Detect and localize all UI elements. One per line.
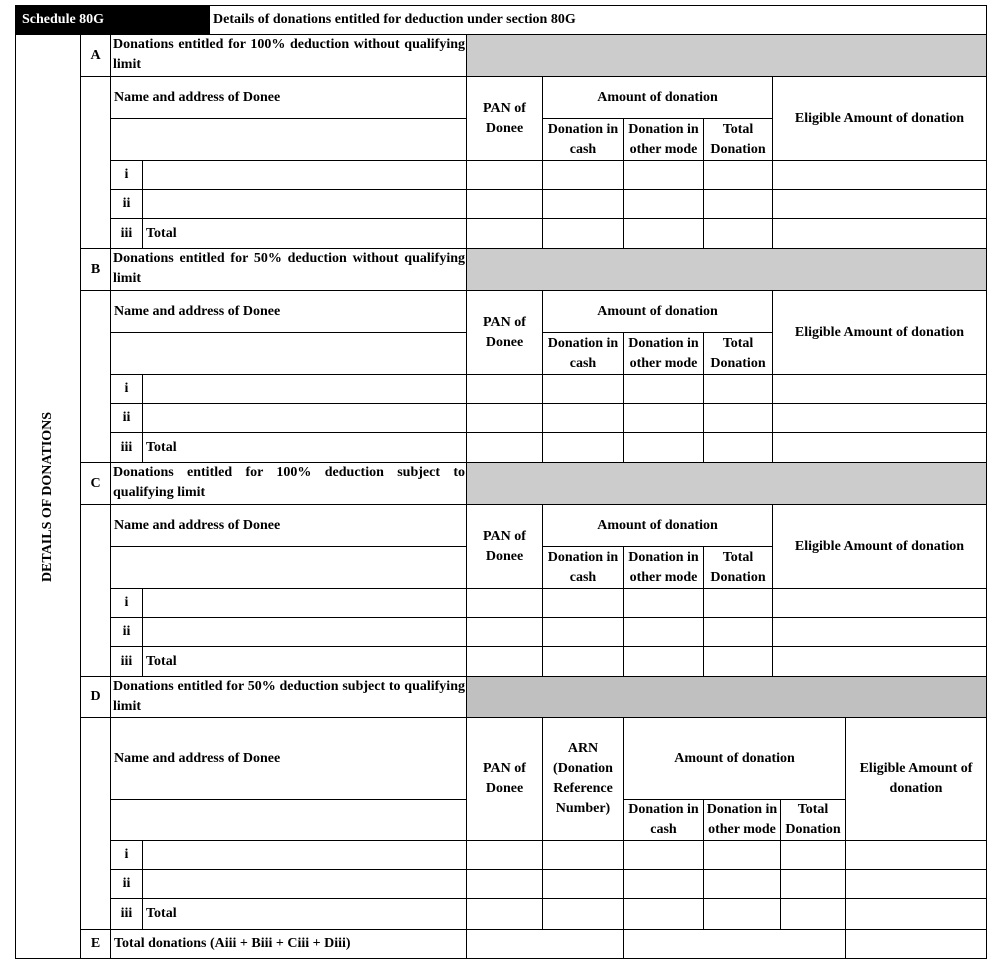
section-letter: B xyxy=(80,248,111,291)
row-label: i xyxy=(110,374,143,404)
header-amount: Amount of donation xyxy=(623,717,846,800)
amount-input[interactable] xyxy=(542,189,624,219)
amount-input[interactable] xyxy=(623,869,704,899)
section-shaded-area xyxy=(466,676,987,718)
header-eligible: Eligible Amount of donation xyxy=(772,504,987,589)
donee-input[interactable] xyxy=(142,617,467,647)
total-label: Total xyxy=(142,898,467,930)
amount-input[interactable] xyxy=(772,646,987,677)
section-letter: C xyxy=(80,462,111,505)
row-label: iii xyxy=(110,432,143,463)
summary-input[interactable] xyxy=(623,929,846,959)
header-cash: Donation in cash xyxy=(542,332,624,375)
total-label: Total xyxy=(142,432,467,463)
amount-input[interactable] xyxy=(772,617,987,647)
row-label: ii xyxy=(110,189,143,219)
amount-input[interactable] xyxy=(780,869,846,899)
row-label: i xyxy=(110,160,143,190)
donee-input[interactable] xyxy=(142,189,467,219)
amount-input[interactable] xyxy=(623,374,704,404)
amount-input[interactable] xyxy=(845,840,987,870)
header-name: Name and address of Donee xyxy=(110,717,467,800)
amount-input[interactable] xyxy=(703,617,773,647)
amount-input[interactable] xyxy=(845,869,987,899)
header-eligible: Eligible Amount of donation xyxy=(772,290,987,375)
amount-input[interactable] xyxy=(703,898,781,930)
amount-input[interactable] xyxy=(772,432,987,463)
amount-input[interactable] xyxy=(623,403,704,433)
amount-input[interactable] xyxy=(623,840,704,870)
donee-input[interactable] xyxy=(142,588,467,618)
header-spacer xyxy=(110,332,467,375)
amount-input[interactable] xyxy=(466,898,543,930)
amount-input[interactable] xyxy=(542,432,624,463)
section-shaded-area xyxy=(466,462,987,505)
amount-input[interactable] xyxy=(542,218,624,249)
amount-input[interactable] xyxy=(466,588,543,618)
row-label: i xyxy=(110,588,143,618)
amount-input[interactable] xyxy=(772,588,987,618)
total-label: Total xyxy=(142,218,467,249)
amount-input[interactable] xyxy=(845,898,987,930)
summary-title: Total donations (Aiii + Biii + Ciii + Diii) xyxy=(110,929,467,959)
header-eligible: Eligible Amount of donation xyxy=(772,76,987,161)
amount-input[interactable] xyxy=(542,840,624,870)
header-cash: Donation in cash xyxy=(542,546,624,589)
amount-input[interactable] xyxy=(703,840,781,870)
amount-input[interactable] xyxy=(466,646,543,677)
header-name: Name and address of Donee xyxy=(110,76,467,119)
amount-input[interactable] xyxy=(703,218,773,249)
row-label: iii xyxy=(110,898,143,930)
header-other-mode: Donation in other mode xyxy=(703,799,781,841)
donee-input[interactable] xyxy=(142,403,467,433)
amount-input[interactable] xyxy=(623,588,704,618)
header-total-donation: Total Donation xyxy=(703,546,773,589)
section-shaded-area xyxy=(466,248,987,291)
amount-input[interactable] xyxy=(466,189,543,219)
header-pan: PAN of Donee xyxy=(466,76,543,161)
amount-input[interactable] xyxy=(780,840,846,870)
header-total-donation: Total Donation xyxy=(780,799,846,841)
header-pan: PAN of Donee xyxy=(466,504,543,589)
amount-input[interactable] xyxy=(703,160,773,190)
amount-input[interactable] xyxy=(772,189,987,219)
amount-input[interactable] xyxy=(466,432,543,463)
header-total-donation: Total Donation xyxy=(703,332,773,375)
header-spacer xyxy=(110,546,467,589)
amount-input[interactable] xyxy=(623,432,704,463)
amount-input[interactable] xyxy=(542,160,624,190)
donee-input[interactable] xyxy=(142,160,467,190)
amount-input[interactable] xyxy=(542,617,624,647)
donee-input[interactable] xyxy=(142,869,467,899)
amount-input[interactable] xyxy=(466,374,543,404)
header-spacer xyxy=(110,118,467,161)
row-label: ii xyxy=(110,869,143,899)
header-other-mode: Donation in other mode xyxy=(623,332,704,375)
header-cash: Donation in cash xyxy=(542,118,624,161)
header-amount: Amount of donation xyxy=(542,504,773,547)
amount-input[interactable] xyxy=(772,374,987,404)
amount-input[interactable] xyxy=(466,617,543,647)
amount-input[interactable] xyxy=(542,403,624,433)
schedule-label: Schedule 80G xyxy=(15,5,210,35)
section-letter: D xyxy=(80,676,111,718)
header-amount: Amount of donation xyxy=(542,76,773,119)
amount-input[interactable] xyxy=(623,898,704,930)
side-label: DETAILS OF DONATIONS xyxy=(15,34,81,959)
header-spacer xyxy=(110,799,467,841)
amount-input[interactable] xyxy=(772,403,987,433)
header-other-mode: Donation in other mode xyxy=(623,118,704,161)
header-pan: PAN of Donee xyxy=(466,290,543,375)
schedule-title: Details of donations entitled for deduction under section 80G xyxy=(209,5,987,35)
section-letter-spacer xyxy=(80,290,111,463)
header-name: Name and address of Donee xyxy=(110,504,467,547)
amount-input[interactable] xyxy=(703,869,781,899)
amount-input[interactable] xyxy=(703,189,773,219)
section-letter-spacer xyxy=(80,504,111,677)
row-label: iii xyxy=(110,218,143,249)
amount-input[interactable] xyxy=(542,374,624,404)
section-shaded-area xyxy=(466,34,987,77)
header-name: Name and address of Donee xyxy=(110,290,467,333)
amount-input[interactable] xyxy=(542,898,624,930)
section-title: Donations entitled for 100% deduction subject to qualifying limit xyxy=(110,462,467,505)
amount-input[interactable] xyxy=(542,646,624,677)
section-title: Donations entitled for 100% deduction without qualifying limit xyxy=(110,34,467,77)
amount-input[interactable] xyxy=(466,403,543,433)
amount-input[interactable] xyxy=(703,588,773,618)
summary-letter: E xyxy=(80,929,111,959)
amount-input[interactable] xyxy=(466,160,543,190)
amount-input[interactable] xyxy=(542,588,624,618)
header-other-mode: Donation in other mode xyxy=(623,546,704,589)
row-label: i xyxy=(110,840,143,870)
section-title: Donations entitled for 50% deduction subject to qualifying limit xyxy=(110,676,467,718)
amount-input[interactable] xyxy=(772,160,987,190)
section-letter: A xyxy=(80,34,111,77)
amount-input[interactable] xyxy=(703,403,773,433)
header-total-donation: Total Donation xyxy=(703,118,773,161)
donee-input[interactable] xyxy=(142,840,467,870)
row-label: ii xyxy=(110,617,143,647)
section-letter-spacer xyxy=(80,717,111,930)
summary-input[interactable] xyxy=(466,929,624,959)
header-cash: Donation in cash xyxy=(623,799,704,841)
section-title: Donations entitled for 50% deduction without qualifying limit xyxy=(110,248,467,291)
amount-input[interactable] xyxy=(780,898,846,930)
amount-input[interactable] xyxy=(703,646,773,677)
header-amount: Amount of donation xyxy=(542,290,773,333)
amount-input[interactable] xyxy=(623,617,704,647)
total-label: Total xyxy=(142,646,467,677)
summary-input[interactable] xyxy=(845,929,987,959)
amount-input[interactable] xyxy=(623,189,704,219)
amount-input[interactable] xyxy=(703,374,773,404)
amount-input[interactable] xyxy=(772,218,987,249)
amount-input[interactable] xyxy=(703,432,773,463)
row-label: ii xyxy=(110,403,143,433)
section-letter-spacer xyxy=(80,76,111,249)
amount-input[interactable] xyxy=(466,869,543,899)
amount-input[interactable] xyxy=(623,160,704,190)
amount-input[interactable] xyxy=(623,646,704,677)
amount-input[interactable] xyxy=(542,869,624,899)
amount-input[interactable] xyxy=(466,218,543,249)
row-label: iii xyxy=(110,646,143,677)
donee-input[interactable] xyxy=(142,374,467,404)
header-eligible: Eligible Amount of donation xyxy=(845,717,987,841)
amount-input[interactable] xyxy=(466,840,543,870)
header-arn: ARN (Donation Reference Number) xyxy=(542,717,624,841)
amount-input[interactable] xyxy=(623,218,704,249)
header-pan: PAN of Donee xyxy=(466,717,543,841)
